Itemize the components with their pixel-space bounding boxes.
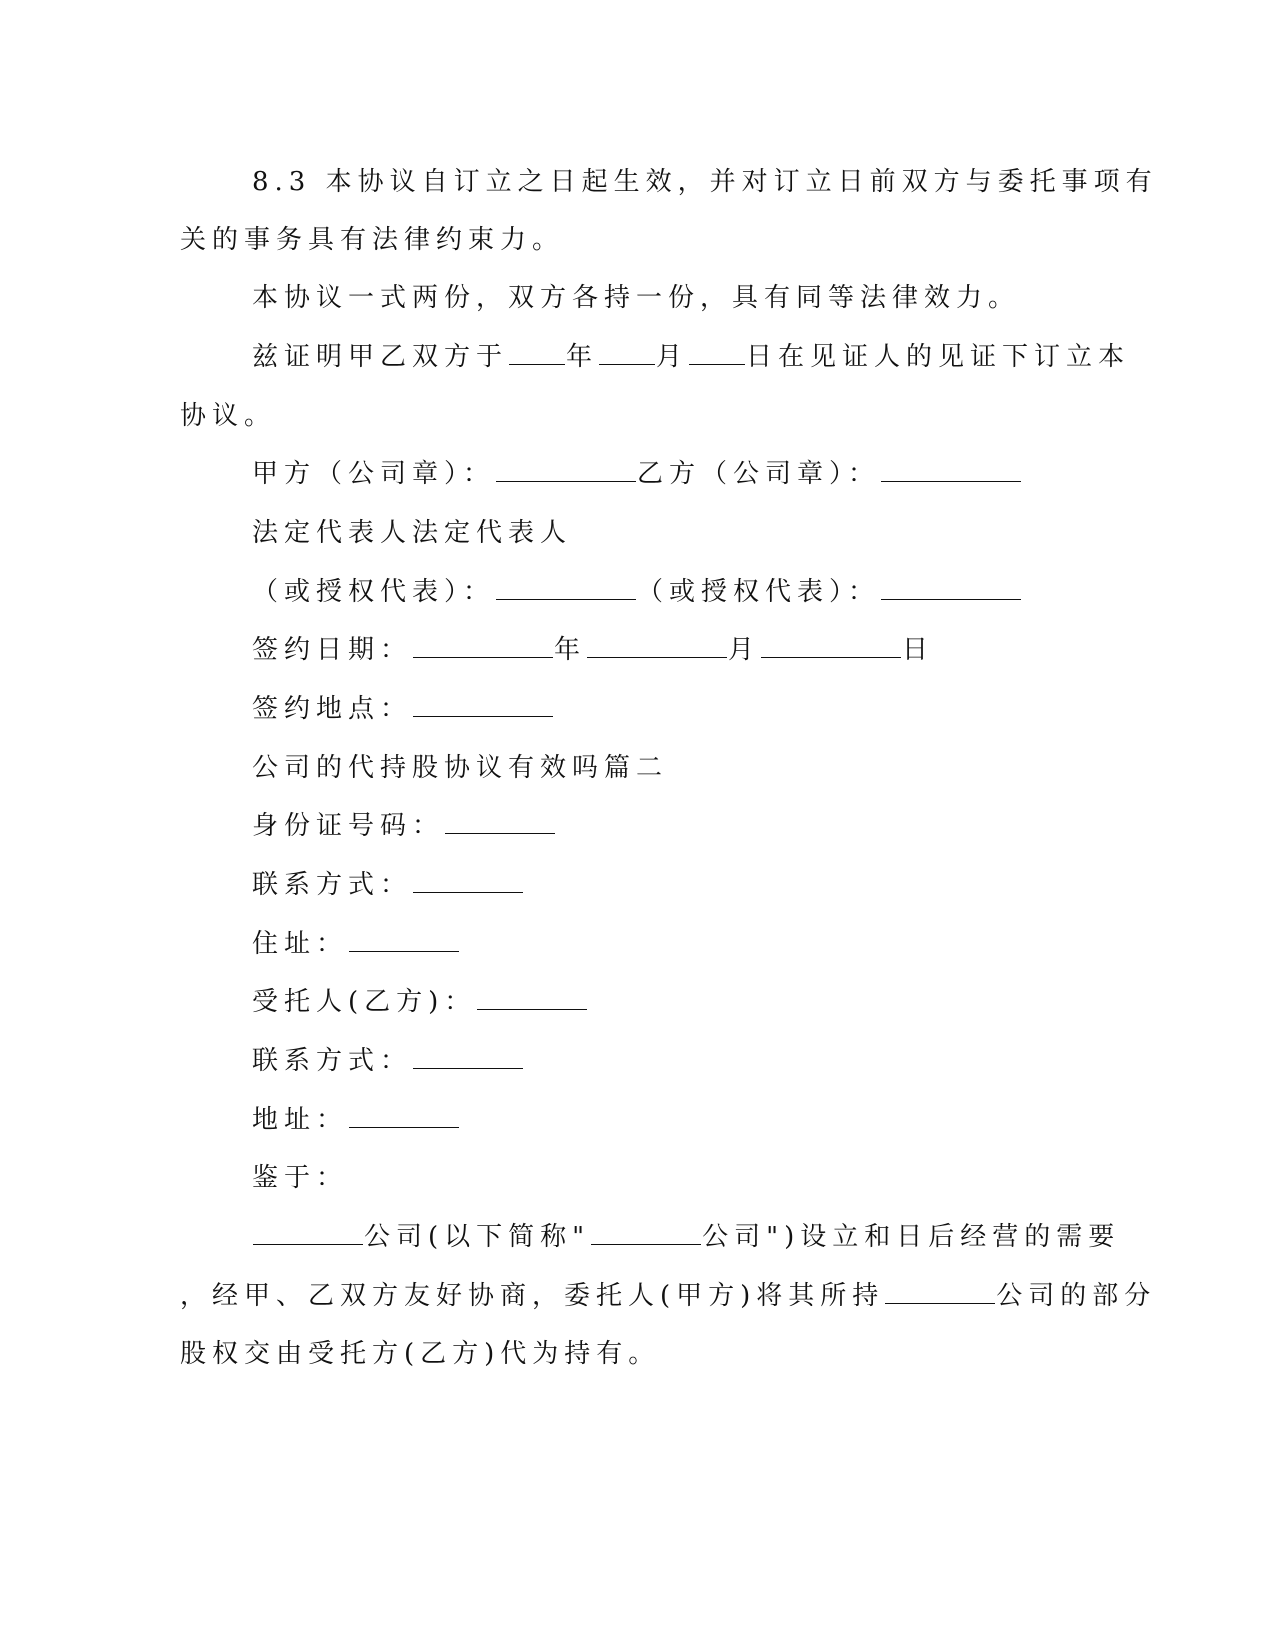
final-para-l3: 股权交由受托方(乙方)代为持有。 [180,1339,661,1369]
clause-8-3-text-cont: 关的事务具有法律约束力。 [180,225,565,255]
witness-month-blank [599,344,655,365]
copies-text: 本协议一式两份，双方各持一份，具有同等法律效力。 [252,283,1021,313]
trustee-line [252,989,588,1015]
party-b-label: 乙方（公司章）： [637,459,881,489]
witness-month-label: 月 [656,342,689,372]
company-name-blank [253,1224,363,1245]
residence-label: 住址： [252,929,349,959]
legal-rep-line [252,520,572,546]
sign-date-year-label: 年 [554,635,587,665]
address-blank [349,1107,459,1128]
auth-rep-line [252,579,1022,605]
contact1-line [252,872,524,898]
witness-year-blank [509,344,565,365]
party-b-blank [881,461,1021,482]
trustee-blank [477,989,587,1010]
witness-line1 [252,344,1130,370]
sign-date-label: 签约日期： [252,635,413,665]
sign-date-month-blank [587,637,727,658]
party-seal-line [252,461,1022,487]
final-para-line1 [252,1224,1120,1250]
contact2-blank [413,1048,523,1069]
sign-place-label: 签约地点： [252,694,413,724]
final-para-l2-part2: 公司的部分 [996,1281,1157,1311]
section-title-text: 公司的代持股协议有效吗篇二 [252,753,669,783]
sign-place-line [252,696,554,722]
sign-date-month-label: 月 [728,635,761,665]
sign-date-day-blank [761,637,901,658]
final-para-l1-part2: 公司")设立和日后经营的需要 [702,1222,1121,1252]
clause-8-3-line1 [252,169,1158,195]
trustee-label: 受托人(乙方)： [252,987,477,1017]
id-number-line [252,813,556,839]
copies-paragraph [252,285,1020,311]
whereas-text: 鉴于： [252,1163,349,1193]
address-line [252,1107,460,1133]
legal-rep-text: 法定代表人法定代表人 [252,518,573,548]
final-para-line2 [180,1283,1156,1309]
final-para-line3 [180,1341,660,1367]
party-a-label: 甲方（公司章）： [252,459,496,489]
id-number-blank [445,813,555,834]
witness-line2 [180,403,276,429]
auth-rep-b-label: （或授权代表）： [637,577,881,607]
contact2-line [252,1048,524,1074]
party-a-blank [496,461,636,482]
witness-suffix: 日在见证人的见证下订立本 [746,342,1131,372]
id-number-label: 身份证号码： [252,811,445,841]
section-title [252,755,668,781]
final-para-l2-part1: ，经甲、乙双方友好协商，委托人(甲方)将其所持 [180,1281,885,1311]
sign-date-day-label: 日 [902,635,935,665]
clause-8-3-line2 [180,227,564,253]
residence-blank [349,931,459,952]
clause-8-3-text: 8.3 本协议自订立之日起生效，并对订立日前双方与委托事项有 [252,167,1158,197]
witness-prefix: 兹证明甲乙双方于 [252,342,509,372]
sign-date-year-blank [413,637,553,658]
contact2-label: 联系方式： [252,1046,413,1076]
final-para-l1-part1: 公司(以下简称" [364,1222,591,1252]
sign-place-blank [413,696,553,717]
witness-day-blank [689,344,745,365]
witness-year-label: 年 [566,342,599,372]
residence-line [252,931,460,957]
whereas-line [252,1165,348,1191]
contact1-label: 联系方式： [252,870,413,900]
auth-rep-b-blank [881,579,1021,600]
held-company-blank [885,1283,995,1304]
sign-date-line [252,637,934,663]
company-short-name-blank [591,1224,701,1245]
witness-text-cont: 协议。 [180,401,277,431]
auth-rep-a-blank [496,579,636,600]
auth-rep-a-label: （或授权代表）： [252,577,496,607]
contact1-blank [413,872,523,893]
address-label: 地址： [252,1105,349,1135]
